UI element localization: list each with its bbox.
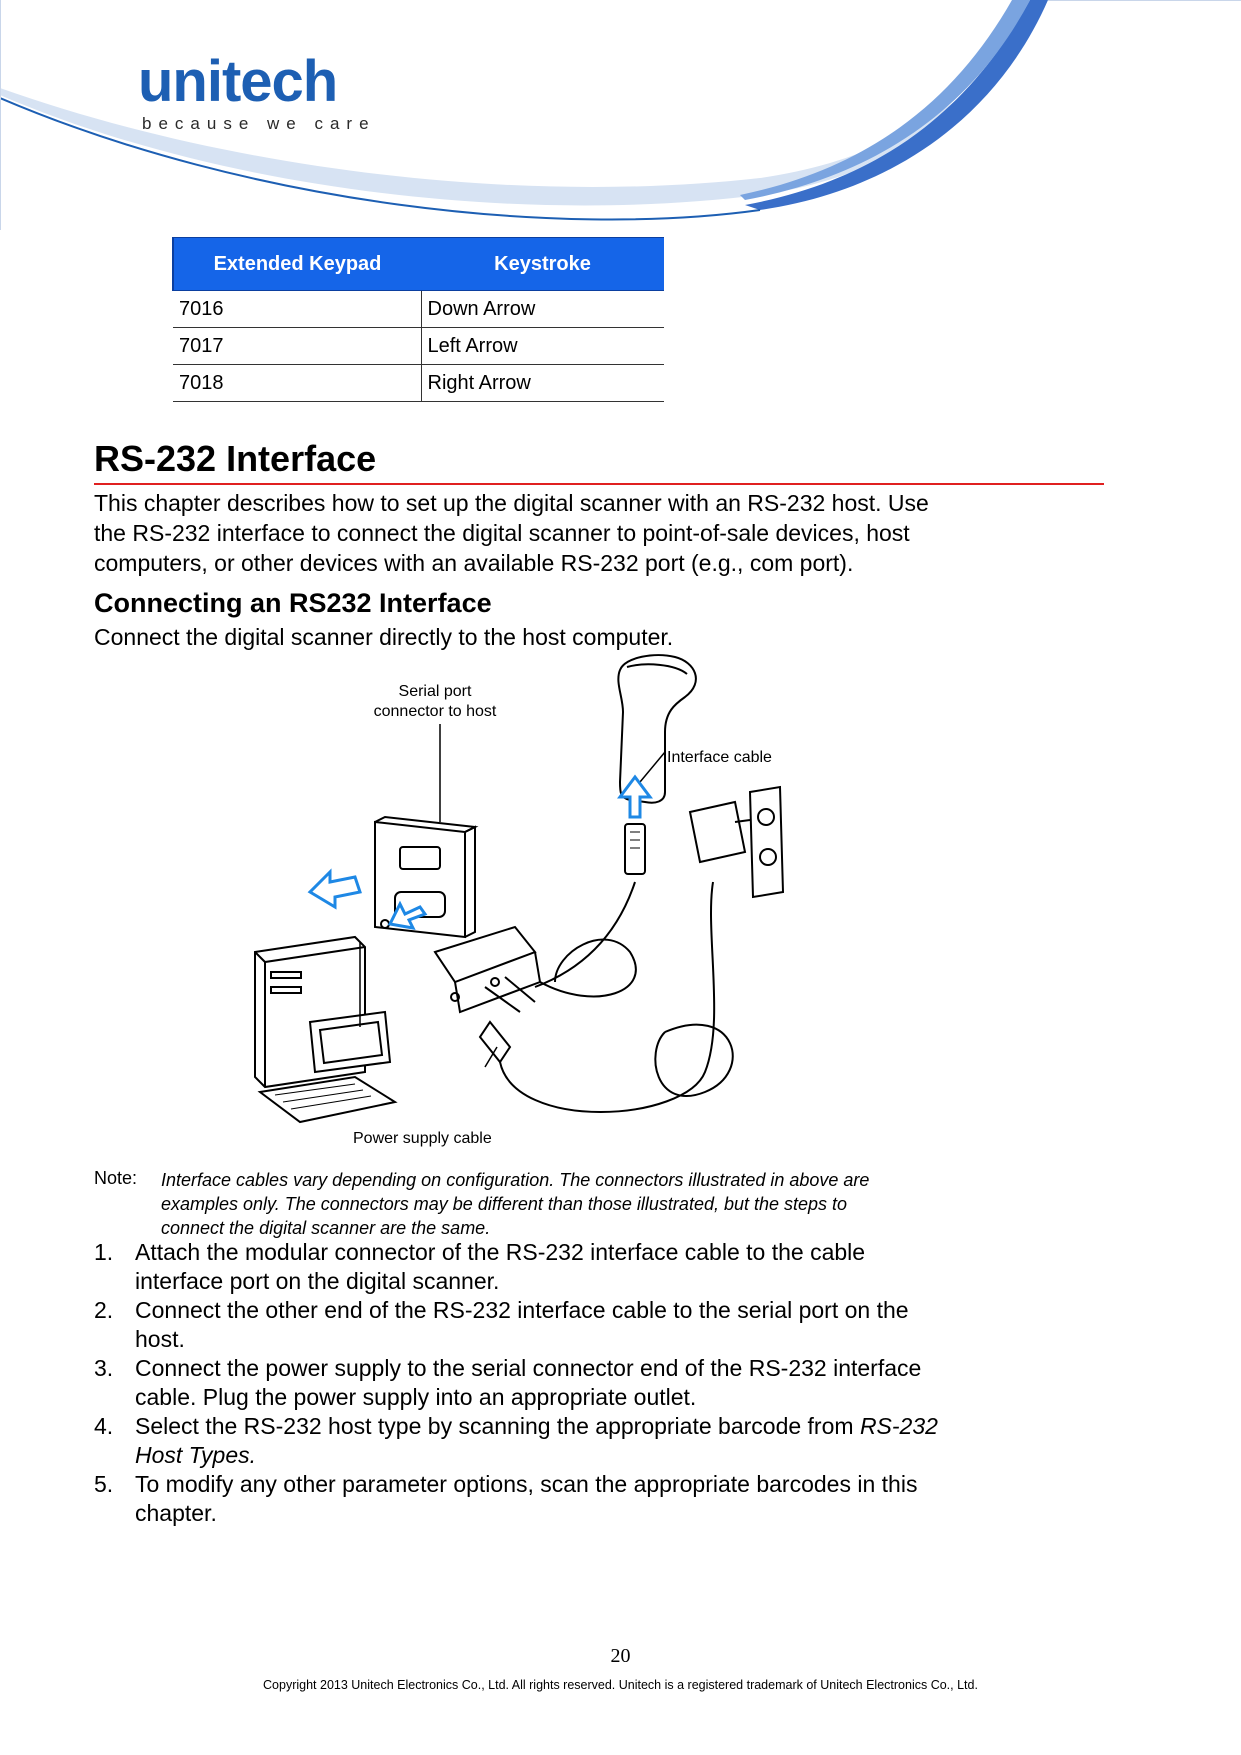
note-line: connect the digital scanner are the same. [161, 1218, 491, 1238]
copyright-notice: Copyright 2013 Unitech Electronics Co., Ltd. All rights reserved. Unitech is a registered trademark of Unitech Electronics Co., Ltd. [263, 1678, 978, 1692]
step-number: 2. [94, 1297, 114, 1323]
unitech-logo [138, 49, 376, 134]
list-item [94, 1470, 1044, 1528]
intro-line-1: This chapter describes how to set up the digital scanner with an RS-232 host. Use [94, 490, 929, 516]
table-cell: Left Arrow [421, 328, 664, 365]
note-line: examples only. The connectors may be different than those illustrated, but the steps to [161, 1194, 848, 1214]
step-text: chapter. [135, 1500, 217, 1526]
step-text: Attach the modular connector of the RS-232 interface cable to the cable [135, 1239, 866, 1265]
table-row [173, 328, 664, 365]
label-serial-connector: connector to host [373, 703, 497, 720]
subsection-text: Connect the digital scanner directly to the host computer. [94, 624, 674, 650]
table-header-row [173, 238, 664, 291]
step-text: host. [135, 1326, 185, 1352]
table-row [173, 291, 664, 328]
intro-line-3: computers, or other devices with an available RS-232 port (e.g., com port). [94, 550, 854, 576]
table-cell: 7016 [173, 291, 421, 328]
logo-tagline: because we care [142, 114, 376, 133]
step-text: cable. Plug the power supply into an appropriate outlet. [135, 1384, 697, 1410]
step-text: Connect the power supply to the serial connector end of the RS-232 interface [135, 1355, 922, 1381]
subsection-title: Connecting an RS232 Interface [94, 588, 492, 618]
label-power-supply-cable: Power supply cable [353, 1130, 492, 1147]
step-number: 4. [94, 1413, 114, 1439]
list-item [94, 1238, 1044, 1296]
list-item [94, 1354, 1044, 1412]
steps-list [94, 1238, 1044, 1528]
step-number: 3. [94, 1355, 114, 1381]
intro-line-2: the RS-232 interface to connect the digital scanner to point-of-sale devices, host [94, 520, 910, 546]
step-text: interface port on the digital scanner. [135, 1268, 500, 1294]
table-cell: 7017 [173, 328, 421, 365]
label-serial-port: Serial port [398, 683, 472, 700]
table-row [173, 365, 664, 402]
label-interface-cable: Interface cable [667, 749, 772, 766]
section-title-rule [94, 483, 1104, 485]
step-number: 5. [94, 1471, 114, 1497]
section-title: RS-232 Interface [94, 438, 377, 479]
note-line: Interface cables vary depending on configuration. The connectors illustrated in above are [161, 1170, 870, 1190]
step-text: Connect the other end of the RS-232 interface cable to the serial port on the [135, 1297, 909, 1323]
column-header: Keystroke [421, 238, 664, 291]
extended-keypad-table [172, 237, 664, 402]
step-text: To modify any other parameter options, scan the appropriate barcodes in this [135, 1471, 918, 1497]
table-cell: 7018 [173, 365, 421, 402]
logo-wordmark: unitech [138, 49, 338, 114]
list-item [94, 1412, 1044, 1470]
rs232-connection-diagram [235, 652, 895, 1157]
list-item [94, 1296, 1044, 1354]
column-header: Extended Keypad [173, 238, 421, 291]
table-cell: Right Arrow [421, 365, 664, 402]
note-label: Note: [94, 1168, 138, 1188]
step-link-text: RS-232 [859, 1413, 938, 1439]
note-text [161, 1168, 1001, 1240]
step-number: 1. [94, 1239, 114, 1265]
step-link-text: Host Types. [135, 1442, 256, 1468]
table-cell: Down Arrow [421, 291, 664, 328]
step-text: Select the RS-232 host type by scanning the appropriate barcode from [135, 1413, 860, 1439]
page-number: 20 [610, 1645, 631, 1667]
